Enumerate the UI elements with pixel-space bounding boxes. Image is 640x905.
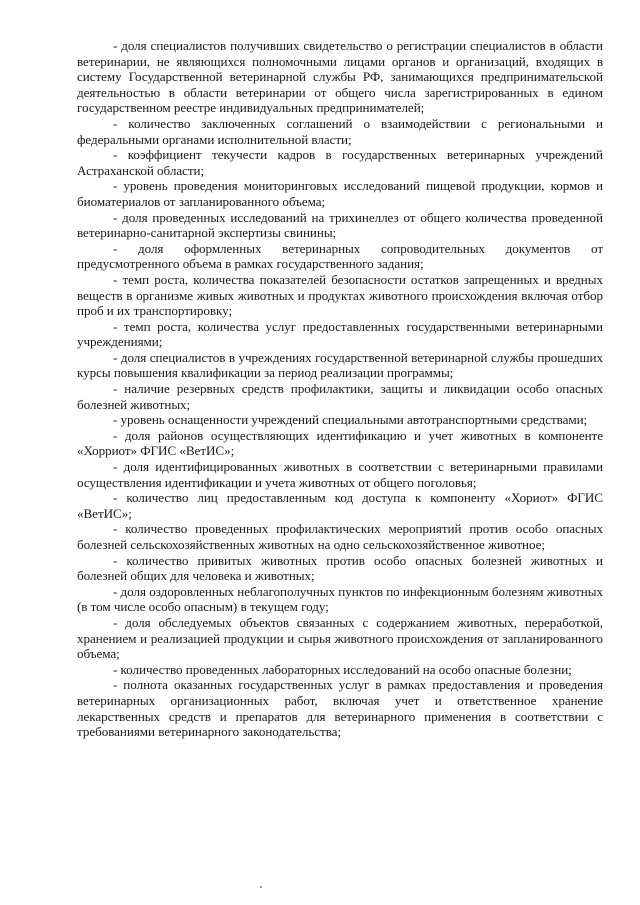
list-item: - доля идентифицированных животных в соответствии с ветеринарными правилами осуществления идентификации и учета животных от общего поголовья; (77, 459, 603, 490)
list-item: - коэффициент текучести кадров в государственных ветеринарных учреждений Астраханской области; (77, 147, 603, 178)
scan-speck (260, 886, 262, 888)
list-item: - количество лиц предоставленным код доступа к компоненту «Хориот» ФГИС «ВетИС»; (77, 490, 603, 521)
list-item: - темп роста, количества показателей безопасности остатков запрещенных и вредных веществ в организме живых животных и продуктах животного происхождения включая отбор проб и их транспортировку; (77, 271, 603, 319)
list-item: - количество заключенных соглашений о взаимодействии с региональными и федеральными органами исполнительной власти; (77, 115, 603, 147)
list-item: - доля обследуемых объектов связанных с содержанием животных, переработкой, хранением и реализацией продукции и сырья животного происхождения от запланированного объема; (77, 614, 603, 662)
list-item: - количество привитых животных против особо опасных болезней животных и болезней общих для человека и животных; (77, 552, 603, 584)
document-page (77, 38, 603, 740)
list-item: - доля районов осуществляющих идентификацию и учет животных в компоненте «Хорриот» ФГИС «ВетИС»; (77, 427, 603, 459)
list-item: - доля оформленных ветеринарных сопроводительных документов от предусмотренного объема в рамках государственного задания; (77, 240, 603, 272)
list-item: - уровень оснащенности учреждений специальными автотранспортными средствами; (113, 412, 588, 428)
list-item: - количество проведенных лабораторных исследований на особо опасные болезни; (113, 661, 572, 677)
list-item: - уровень проведения мониторинговых исследований пищевой продукции, кормов и биоматериалов от запланированного объема; (77, 178, 603, 209)
list-item: - доля специалистов получивших свидетельство о регистрации специалистов в области ветеринарии, не являющихся полномочными лицами органов и организаций, входящих в систему Государственной ветеринарной службы РФ, занимающихся предпринимательской деятельностью в области ветеринарии от общего числа зарегистрированных в едином государственном реестре индивидуальных предпринимателей; (77, 38, 603, 116)
list-item: - доля оздоровленных неблагополучных пунктов по инфекционным болезням животных (в том числе особо опасным) в текущем году; (77, 583, 603, 615)
list-item: - доля специалистов в учреждениях государственной ветеринарной службы прошедших курсы повышения квалификации за период реализации программы; (77, 349, 603, 381)
list-item: - наличие резервных средств профилактики, защиты и ликвидации особо опасных болезней животных; (77, 381, 603, 412)
list-item: - темп роста, количества услуг предоставленных государственными ветеринарными учреждениями; (77, 318, 603, 350)
list-item: - количество проведенных профилактических мероприятий против особо опасных болезней сельскохозяйственных животных на одно сельскохозяйственное животное; (77, 521, 603, 552)
list-item: - полнота оказанных государственных услуг в рамках предоставления и проведения ветеринарных организационных работ, включая учет и ответственное хранение лекарственных средств и препаратов для ветеринарного применения в соответствии с требованиями ветеринарного законодательства; (77, 677, 603, 740)
list-item: - доля проведенных исследований на трихинеллез от общего количества проведенной ветеринарно-санитарной экспертизы свинины; (77, 209, 603, 241)
